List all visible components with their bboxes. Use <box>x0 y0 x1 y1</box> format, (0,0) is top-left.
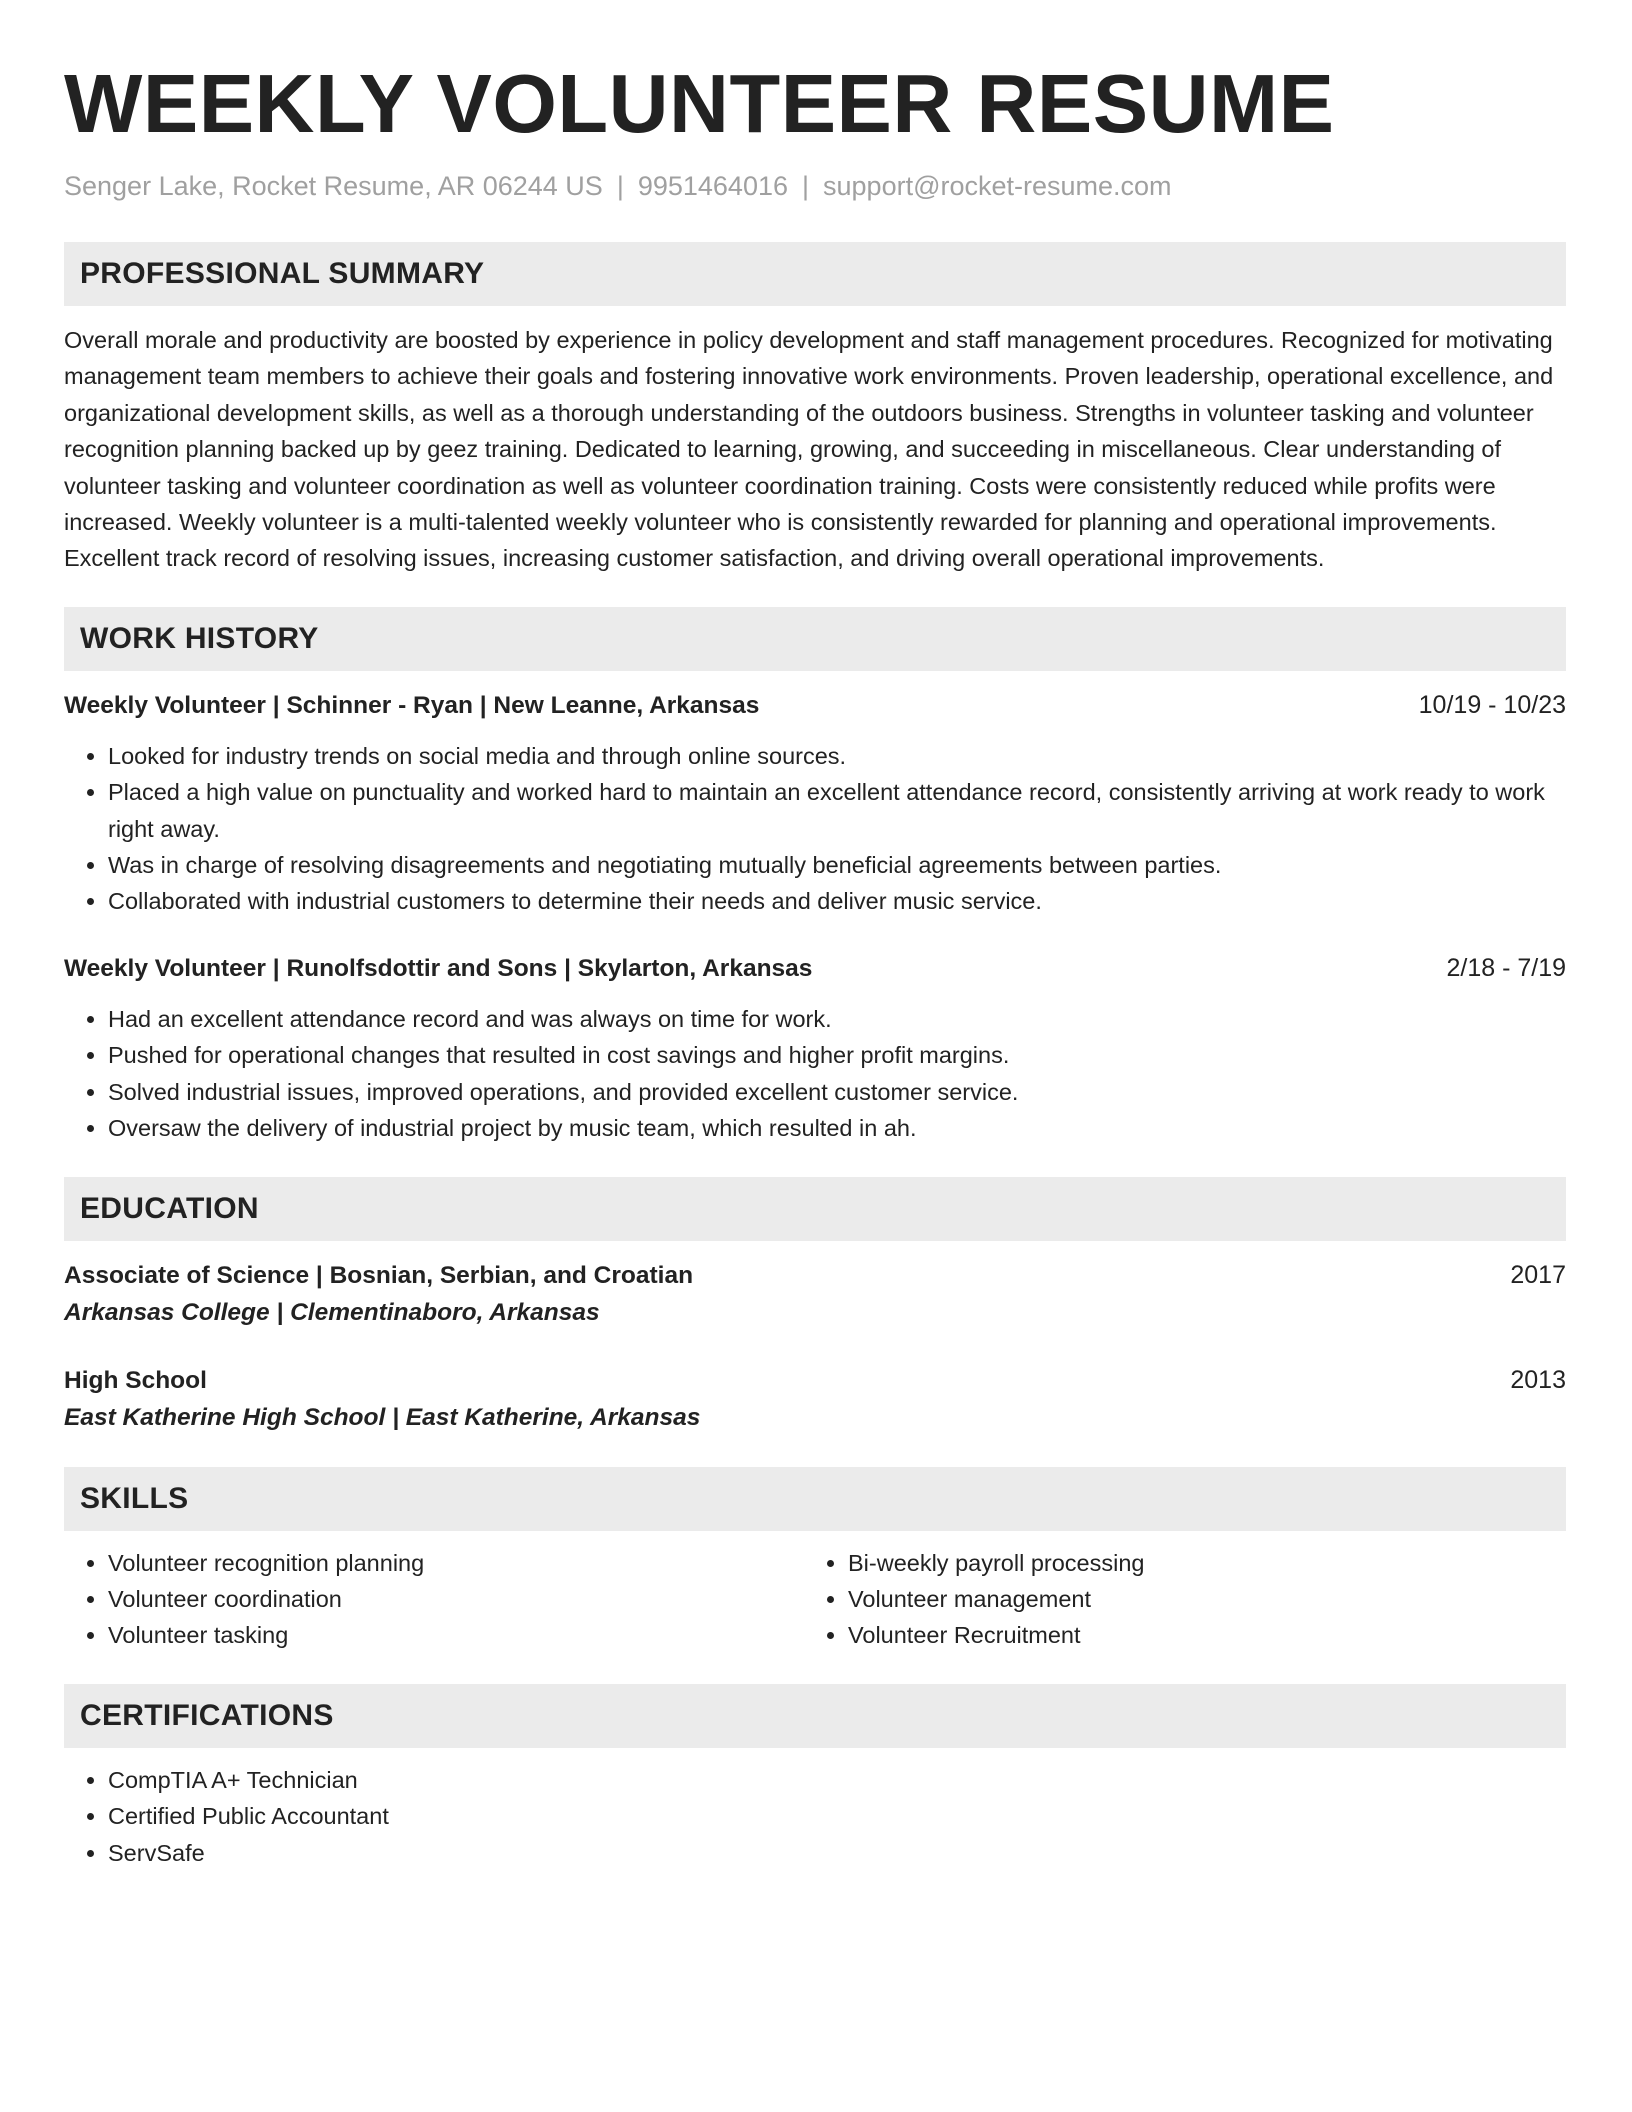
job-dates: 10/19 - 10/23 <box>1418 690 1566 719</box>
education-header <box>64 1257 1566 1294</box>
skills-column-left <box>64 1545 804 1654</box>
skills-grid <box>64 1545 1566 1654</box>
job-bullets <box>64 1001 1566 1147</box>
job-bullet: • Had an excellent attendance record and was always on time for work. <box>108 1001 1566 1037</box>
job-title: Weekly Volunteer | Runolfsdottir and Sons | Skylarton, Arkansas <box>64 954 813 982</box>
skill-item: • Volunteer tasking <box>108 1617 804 1653</box>
section-heading-skills: SKILLS <box>64 1467 1566 1531</box>
job-bullets <box>64 738 1566 920</box>
certification-item: • Certified Public Accountant <box>108 1798 1566 1834</box>
education-degree: Associate of Science | Bosnian, Serbian, and Croatian <box>64 1261 694 1289</box>
job-bullet: • Placed a high value on punctuality and worked hard to maintain an excellent attendance record, consistently arriving at work ready to work right away. <box>108 774 1566 847</box>
job-title: Weekly Volunteer | Schinner - Ryan | New Leanne, Arkansas <box>64 691 760 719</box>
job-bullet: • Collaborated with industrial customers to determine their needs and deliver music service. <box>108 883 1566 919</box>
section-heading-summary: PROFESSIONAL SUMMARY <box>64 242 1566 306</box>
job-bullet: • Was in charge of resolving disagreements and negotiating mutually beneficial agreements between parties. <box>108 847 1566 883</box>
job-header <box>64 950 1566 987</box>
skill-item: • Bi-weekly payroll processing <box>848 1545 1544 1581</box>
section-heading-education: EDUCATION <box>64 1177 1566 1241</box>
section-heading-work-history: WORK HISTORY <box>64 607 1566 671</box>
job-bullet: • Pushed for operational changes that resulted in cost savings and higher profit margins. <box>108 1037 1566 1073</box>
certifications-list <box>64 1762 1566 1871</box>
job-entry <box>64 950 1566 1147</box>
contact-separator: | <box>802 171 810 201</box>
contact-separator: | <box>616 171 624 201</box>
skill-item: • Volunteer recognition planning <box>108 1545 804 1581</box>
skill-item: • Volunteer management <box>848 1581 1544 1617</box>
job-bullet: • Solved industrial issues, improved operations, and provided excellent customer service. <box>108 1074 1566 1110</box>
resume-title: WEEKLY VOLUNTEER RESUME <box>64 57 1335 150</box>
contact-phone: 9951464016 <box>637 171 788 201</box>
contact-email: support@rocket-resume.com <box>823 171 1172 201</box>
job-dates: 2/18 - 7/19 <box>1446 953 1566 982</box>
skill-item: • Volunteer coordination <box>108 1581 804 1617</box>
education-header <box>64 1362 1566 1399</box>
certification-item: • ServSafe <box>108 1835 1566 1871</box>
summary-text: Overall morale and productivity are boosted by experience in policy development and staff management procedures. Recognized for motivating management team members to achieve their goals and fostering innovative work environments. Proven leadership, operational excellence, and organizational development skills, as well as a thorough understanding of the outdoors business. Strengths in volunteer tasking and volunteer recognition planning backed up by geez training. Dedicated to learning, growing, and succeeding in miscellaneous. Clear understanding of volunteer tasking and volunteer coordination as well as volunteer coordination training. Costs were consistently reduced while profits were increased. Weekly volunteer is a multi-talented weekly volunteer who is consistently rewarded for planning and operational improvements. Excellent track record of resolving issues, increasing customer satisfaction, and driving overall operational improvements. <box>64 327 1554 572</box>
certification-item: • CompTIA A+ Technician <box>108 1762 1566 1798</box>
job-entry <box>64 687 1566 920</box>
contact-address: Senger Lake, Rocket Resume, AR 06244 US <box>64 171 603 201</box>
education-entry <box>64 1257 1566 1332</box>
resume-page <box>64 56 1566 1871</box>
job-bullet: • Oversaw the delivery of industrial project by music team, which resulted in ah. <box>108 1110 1566 1146</box>
job-bullet: • Looked for industry trends on social media and through online sources. <box>108 738 1566 774</box>
section-heading-certifications: CERTIFICATIONS <box>64 1684 1566 1748</box>
education-entry <box>64 1362 1566 1437</box>
education-year: 2017 <box>1510 1260 1566 1289</box>
education-year: 2013 <box>1510 1365 1566 1394</box>
education-school: Arkansas College | Clementinaboro, Arkansas <box>64 1298 600 1326</box>
job-header <box>64 687 1566 724</box>
skill-item: • Volunteer Recruitment <box>848 1617 1544 1653</box>
contact-line <box>64 168 1566 204</box>
education-school: East Katherine High School | East Katherine, Arkansas <box>64 1403 701 1431</box>
skills-column-right <box>804 1545 1544 1654</box>
education-degree: High School <box>64 1366 207 1394</box>
